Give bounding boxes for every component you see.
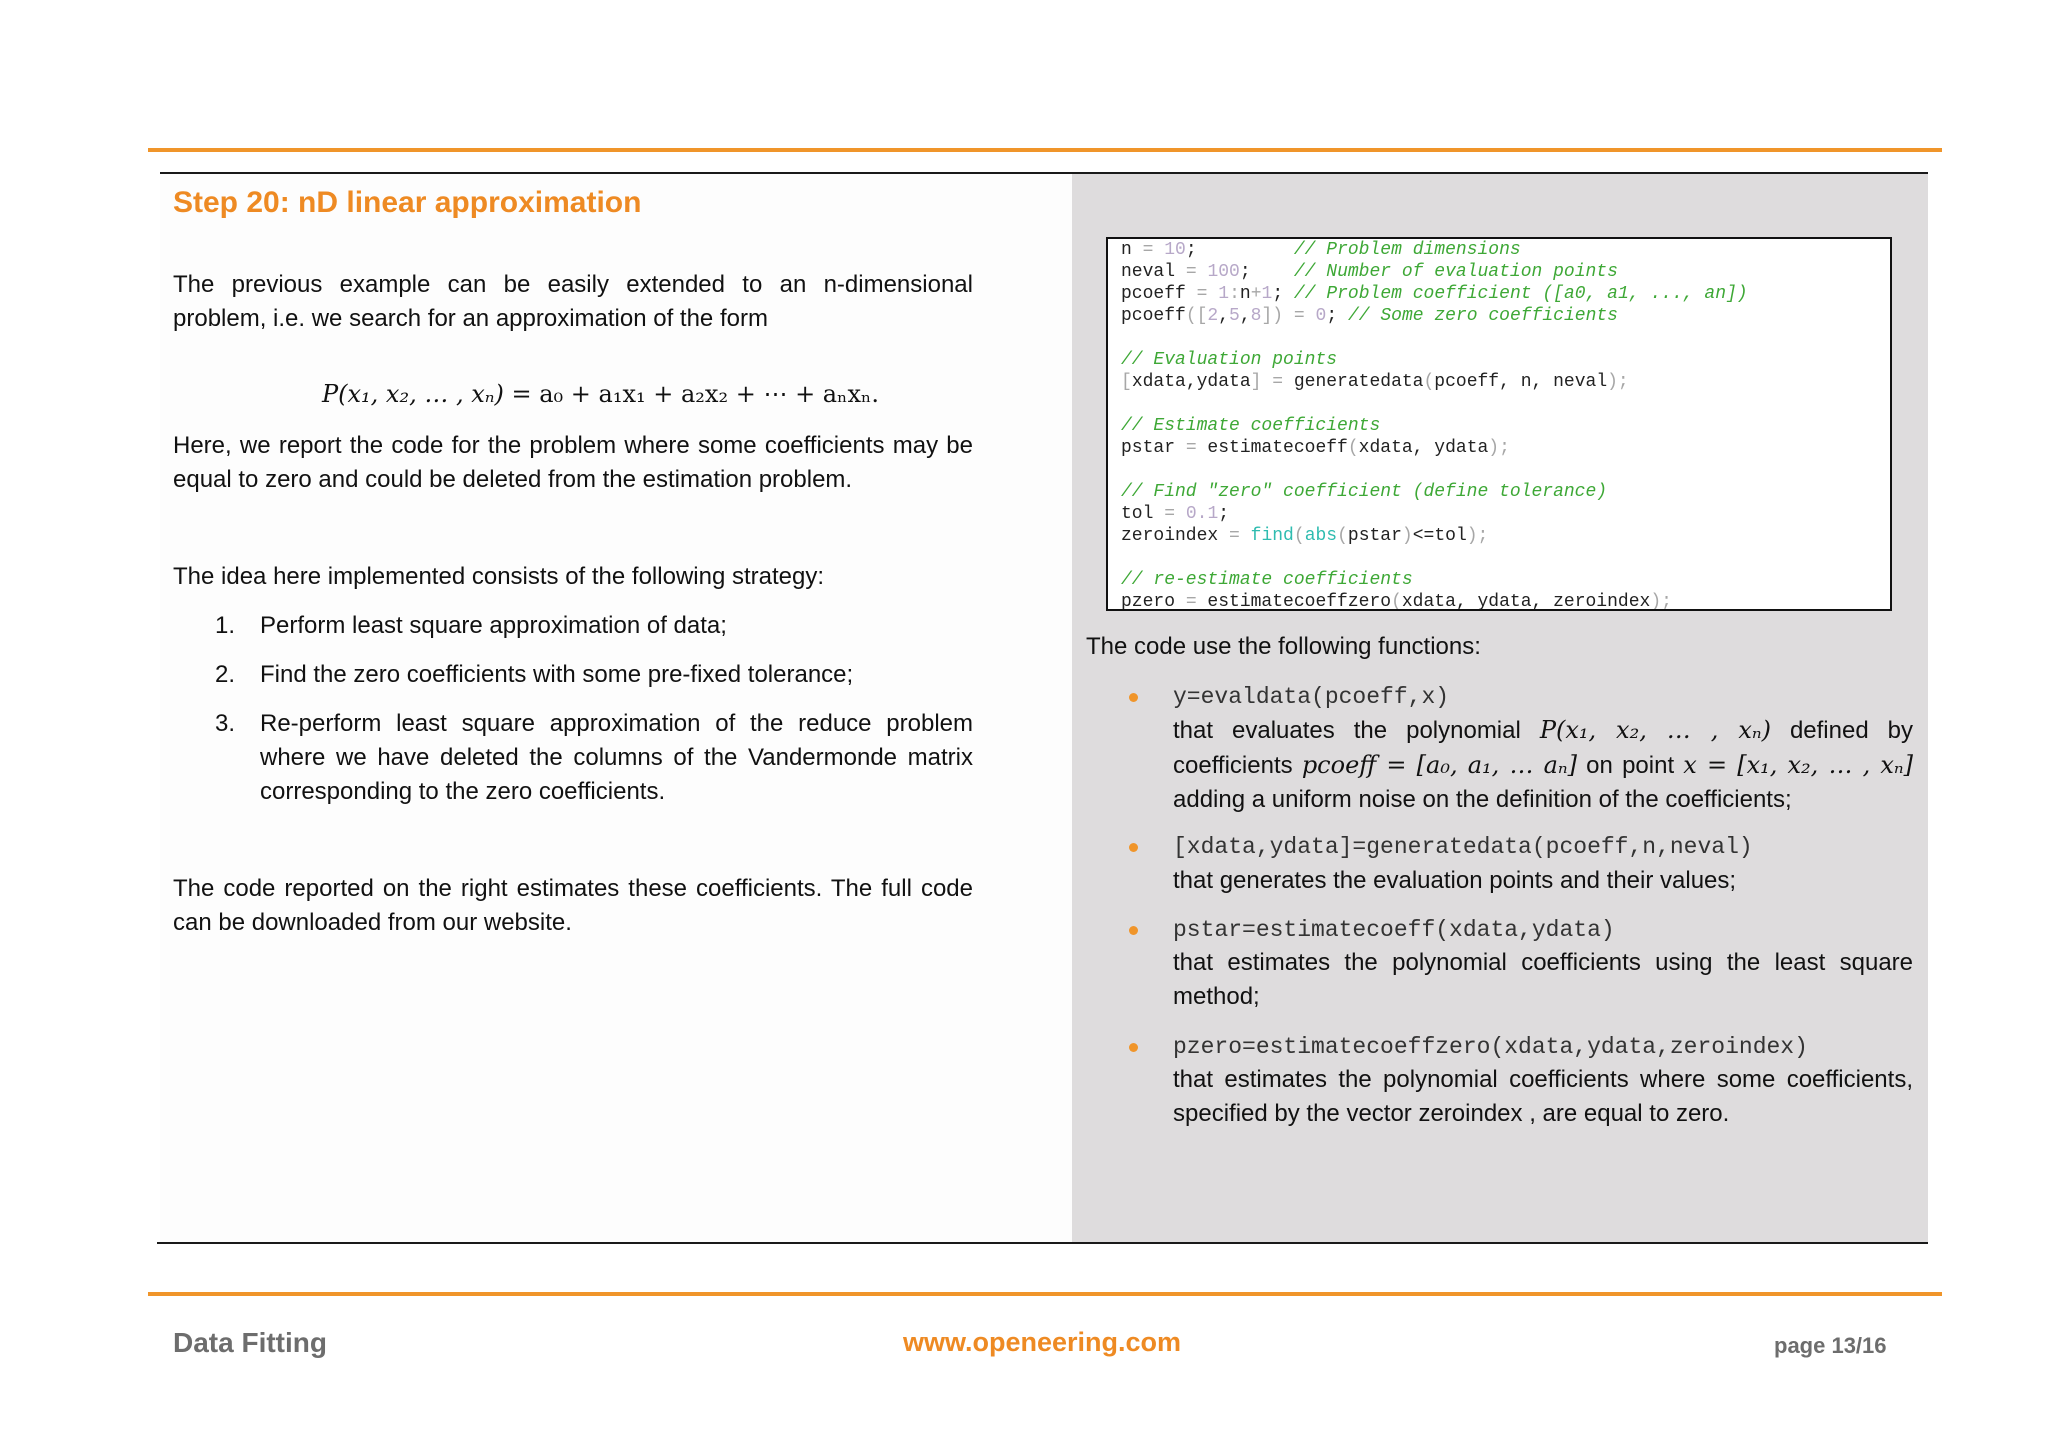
math-inline: pcoeff = [a₀, a₁, … aₙ]	[1301, 751, 1577, 779]
math-inline: P(x₁, x₂, … , xₙ)	[1539, 716, 1771, 744]
code-line: pzero = estimatecoeffzero(xdata, ydata, zeroindex);	[1121, 592, 1672, 611]
code-line: neval = 100; // Number of evaluation points	[1121, 262, 1618, 282]
math-inline: x = [x₁, x₂, … , xₙ]	[1683, 751, 1914, 779]
step-title: Step 20: nD linear approximation	[173, 186, 642, 219]
bullet-icon	[1129, 1043, 1138, 1052]
bullet-icon	[1129, 926, 1138, 935]
code-line: zeroindex = find(abs(pstar)<=tol);	[1121, 526, 1489, 546]
strategy-step	[215, 609, 973, 643]
step-number: 3.	[215, 710, 236, 737]
code-line: n = 10; // Problem dimensions	[1121, 240, 1521, 260]
code-description-paragraph: Here, we report the code for the problem where some coefficients may be equal to zero and could be deleted from the estimation problem.	[173, 432, 973, 493]
function-description: that estimates the polynomial coefficients using the least square method;	[1173, 949, 1913, 1010]
strategy-step	[215, 707, 973, 809]
code-line: // Evaluation points	[1121, 350, 1338, 370]
intro-paragraph: The previous example can be easily extended to an n-dimensional problem, i.e. we search for an approximation of the form	[173, 271, 973, 332]
bullet-icon	[1129, 693, 1138, 702]
polynomial-formula	[322, 380, 879, 408]
formula-lhs: P(x₁, x₂, … , xₙ)	[322, 380, 504, 408]
footer-orange-rule	[148, 1292, 1942, 1296]
code-line: tol = 0.1;	[1121, 504, 1230, 524]
content-bottom-rule	[157, 1242, 1928, 1244]
step-number: 2.	[215, 661, 236, 688]
code-line: // re-estimate coefficients	[1121, 570, 1413, 590]
footer-document-title: Data Fitting	[173, 1327, 327, 1358]
function-signature: [xdata,ydata]=generatedata(pcoeff,n,neval)	[1173, 834, 1753, 860]
code-line: [xdata,ydata] = generatedata(pcoeff, n, neval);	[1121, 372, 1629, 392]
step-text: Re-perform least square approximation of the reduce problem where we have deleted the columns of the Vandermonde matrix corresponding to the zero coefficients.	[260, 710, 973, 805]
bullet-icon	[1129, 843, 1138, 852]
step-text: Find the zero coefficients with some pre-fixed tolerance;	[260, 661, 854, 688]
function-description: that generates the evaluation points and their values;	[1173, 867, 1737, 894]
code-line: pcoeff([2,5,8]) = 0; // Some zero coefficients	[1121, 306, 1618, 326]
footer-website-link[interactable]: www.openeering.com	[903, 1327, 1182, 1357]
function-signature: y=evaldata(pcoeff,x)	[1173, 684, 1450, 710]
step-number: 1.	[215, 612, 236, 639]
code-listing	[1106, 237, 1892, 611]
code-line: pstar = estimatecoeff(xdata, ydata);	[1121, 438, 1510, 458]
step-text: Perform least square approximation of data;	[260, 612, 727, 639]
function-description: that estimates the polynomial coefficients where some coefficients, specified by the vector zeroindex , are equal to zero.	[1173, 1066, 1913, 1127]
page-number: page 13/16	[1774, 1333, 1887, 1358]
function-signature: pzero=estimatecoeffzero(xdata,ydata,zeroindex)	[1173, 1034, 1808, 1060]
header-orange-rule	[148, 148, 1942, 152]
download-paragraph: The code reported on the right estimates these coefficients. The full code can be downloaded from our website.	[173, 875, 973, 936]
functions-intro: The code use the following functions:	[1086, 633, 1481, 660]
strategy-step	[215, 658, 973, 692]
formula-rhs: = a₀ + a₁x₁ + a₂x₂ + ⋯ + aₙxₙ.	[511, 380, 880, 408]
code-line: pcoeff = 1:n+1; // Problem coefficient ([a0, a1, ..., an])	[1121, 284, 1748, 304]
function-description: that evaluates the polynomial P(x₁, x₂, … , xₙ) defined by coefficients pcoeff = [a₀, a₁, … aₙ] on point x = [x₁, x₂, … , xₙ] adding a uniform noise on the definition of the coefficients;	[1173, 716, 1914, 813]
code-line: // Find "zero" coefficient (define tolerance)	[1121, 482, 1608, 502]
strategy-intro: The idea here implemented consists of the following strategy:	[173, 563, 825, 590]
code-line: // Estimate coefficients	[1121, 416, 1381, 436]
function-signature: pstar=estimatecoeff(xdata,ydata)	[1173, 917, 1615, 943]
